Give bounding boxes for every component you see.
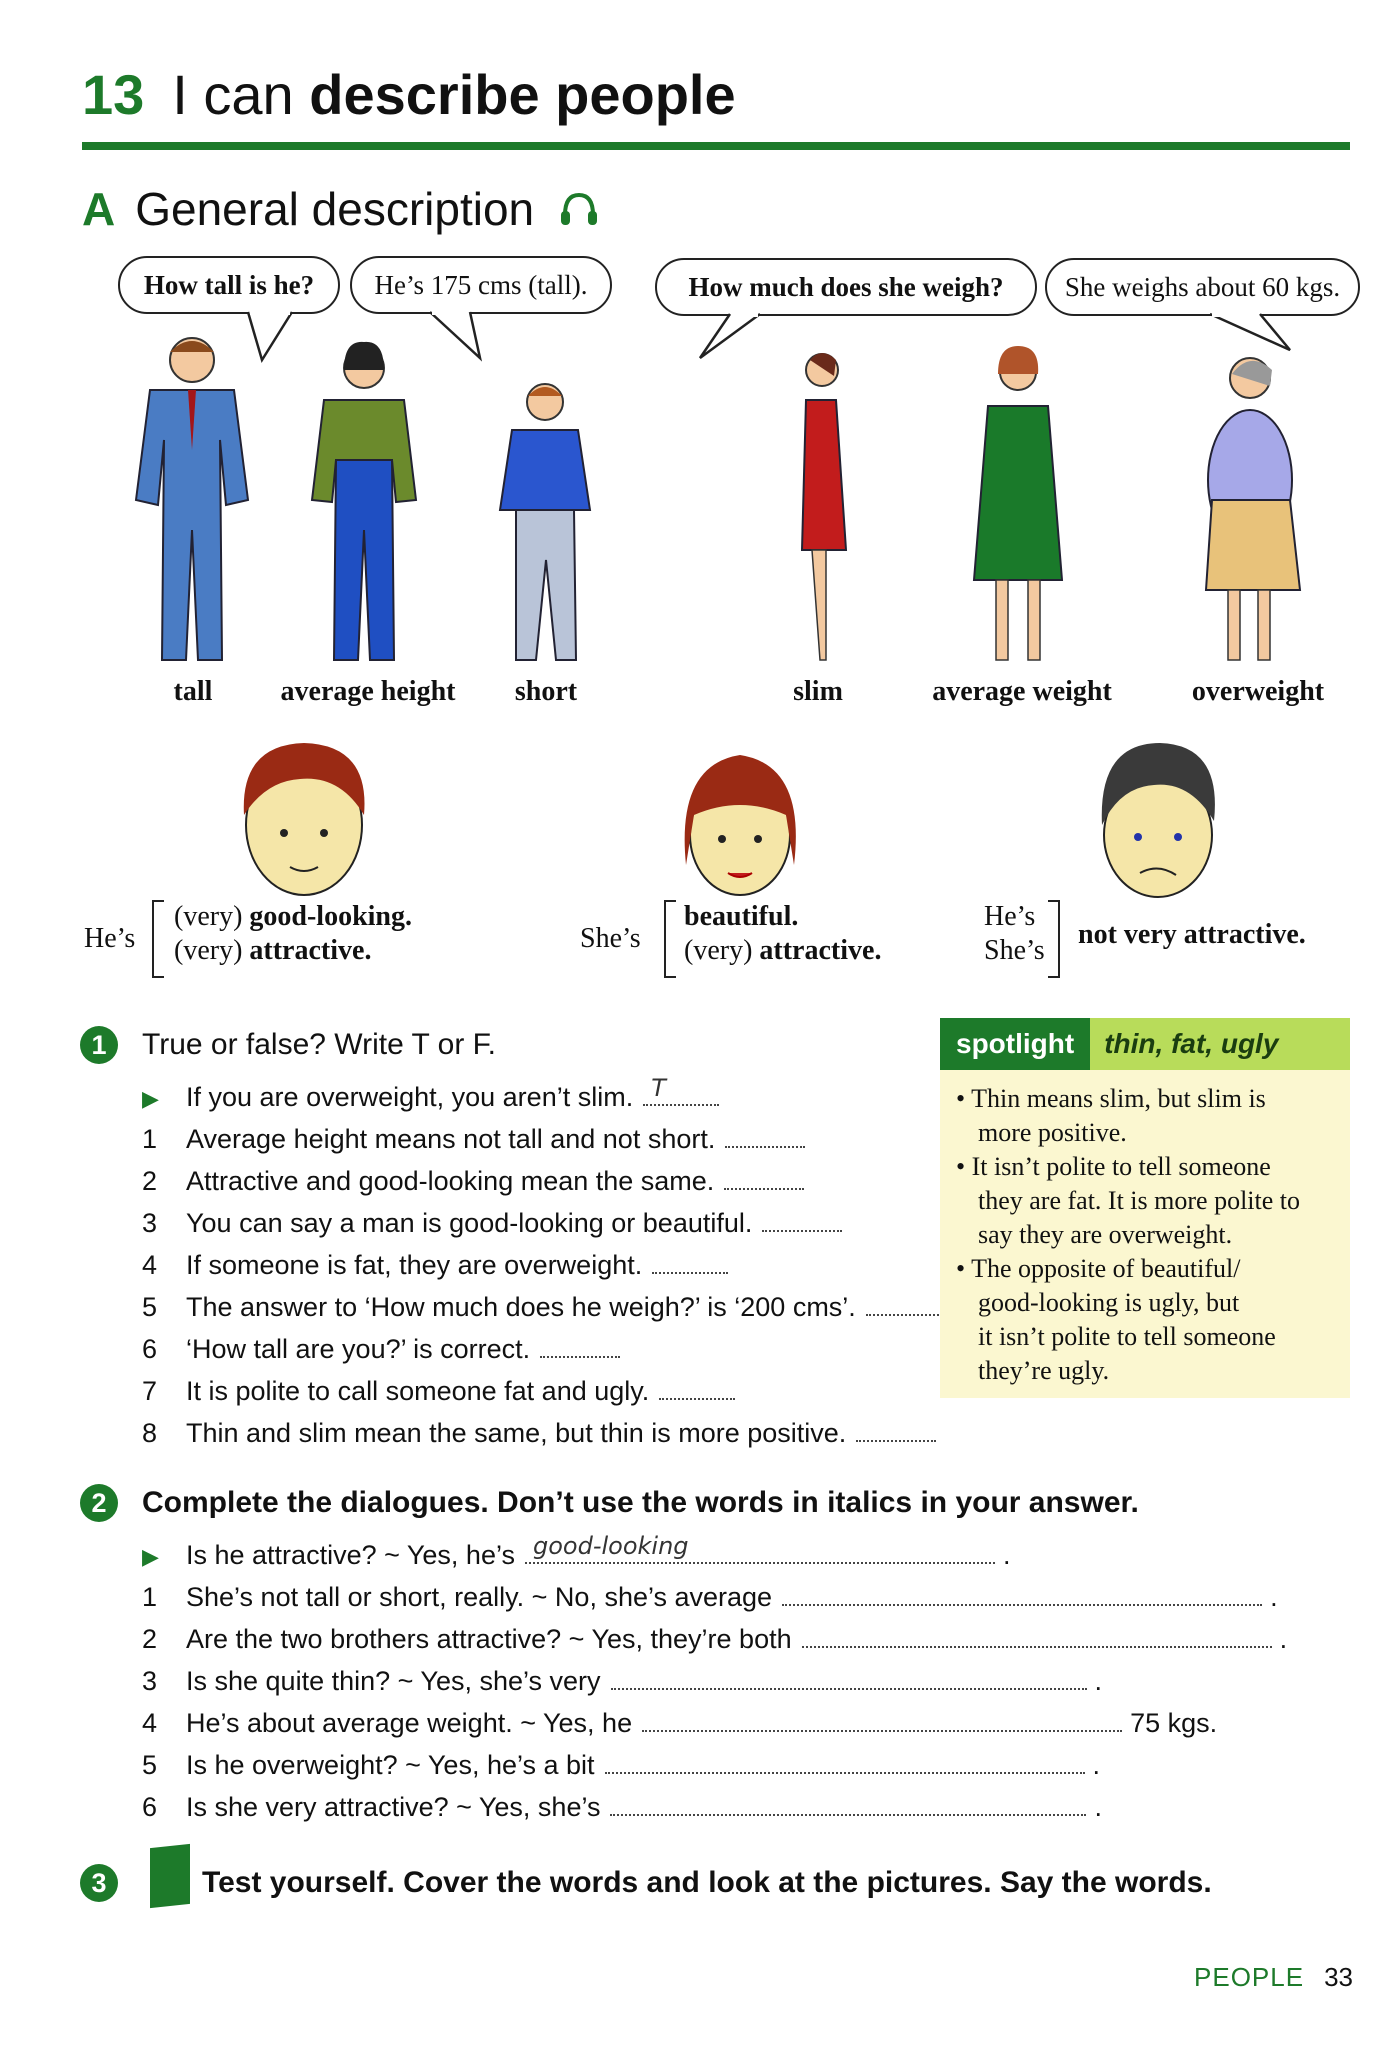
average-weight-woman-illustration [974, 346, 1062, 660]
ex2-example: ▶ Is he attractive? ~ Yes, he’s good-looking . [142, 1532, 1011, 1570]
spotlight-tag: spotlight [940, 1018, 1090, 1070]
faces-illustrations [0, 725, 1379, 905]
tall-man-illustration [136, 338, 248, 660]
bubble-how-much-weigh: How much does she weigh? [655, 258, 1037, 316]
spotlight-line: • Thin means slim, but slim is [956, 1084, 1266, 1113]
ex1-item-1: 1 Average height means not tall and not short. [142, 1124, 805, 1155]
ex1-item-2: 2 Attractive and good-looking mean the same. [142, 1166, 804, 1197]
section-letter: A [82, 183, 116, 235]
ex2-item-5: 5 Is he overweight? ~ Yes, he’s a bit . [142, 1750, 1101, 1780]
height-weight-figures [0, 330, 1379, 680]
ex1-item-8: 8 Thin and slim mean the same, but thin is more positive. [142, 1418, 936, 1449]
arrow-icon: ▶ [142, 1086, 159, 1111]
boy-text: not very attractive. [1078, 919, 1306, 950]
label-overweight: overweight [1191, 676, 1325, 707]
bubble-175-cms: He’s 175 cms (tall). [350, 256, 612, 314]
man-line1: (very) good-looking. [174, 901, 413, 932]
ex2-item-3: 3 Is she quite thin? ~ Yes, she’s very . [142, 1666, 1103, 1696]
exercise-1-number: 1 [80, 1026, 118, 1064]
arrow-icon: ▶ [142, 1544, 159, 1569]
woman-pronoun: She’s [580, 923, 641, 954]
spotlight-line: they are fat. It is more polite to [978, 1186, 1301, 1215]
footer-section: PEOPLE [1194, 1962, 1305, 1992]
short-man-illustration [500, 384, 590, 660]
beautiful-woman-face [685, 755, 796, 895]
spotlight-line: more positive. [978, 1118, 1127, 1147]
ex1-blank-2[interactable] [724, 1166, 804, 1190]
spotlight-line: they’re ugly. [978, 1356, 1110, 1385]
ex1-item-4: 4 If someone is fat, they are overweight. [142, 1250, 728, 1281]
cover-card-icon [150, 1844, 190, 1908]
ex1-blank-8[interactable] [856, 1418, 936, 1442]
ex1-example-blank[interactable]: T [643, 1082, 719, 1106]
boy-bracket [1048, 900, 1060, 978]
ex2-blank-2[interactable] [802, 1624, 1272, 1648]
good-looking-man-face [244, 743, 365, 895]
woman-line2: (very) attractive. [684, 935, 882, 966]
ex1-blank-1[interactable] [725, 1124, 805, 1148]
spotlight-line: say they are overweight. [978, 1220, 1233, 1249]
spotlight-line: • It isn’t polite to tell someone [956, 1152, 1271, 1181]
ex1-blank-6[interactable] [540, 1334, 620, 1358]
spotlight-topic: thin, fat, ugly [1090, 1018, 1350, 1070]
ex2-item-2: 2 Are the two brothers attractive? ~ Yes, they’re both . [142, 1624, 1288, 1654]
page-footer [1194, 1962, 1353, 1993]
man-pronoun: He’s [84, 923, 136, 954]
ex2-blank-5[interactable] [605, 1750, 1085, 1774]
spotlight-line: it isn’t polite to tell someone [978, 1322, 1276, 1351]
page-number: 33 [1324, 1962, 1353, 1992]
ex1-item-3: 3 You can say a man is good-looking or beautiful. [142, 1208, 842, 1239]
bubble-60-kgs: She weighs about 60 kgs. [1045, 258, 1360, 316]
boy-pronoun-she: She’s [984, 935, 1045, 966]
man-line2: (very) attractive. [174, 935, 372, 966]
ex1-blank-3[interactable] [762, 1208, 842, 1232]
ex1-example: ▶ If you are overweight, you aren’t slim. T [142, 1082, 719, 1113]
exercise-2-number: 2 [80, 1484, 118, 1522]
label-tall: tall [173, 676, 213, 707]
unit-number: 13 [82, 63, 145, 126]
spotlight-box [940, 1018, 1350, 1398]
man-bracket [152, 900, 164, 978]
average-height-man-illustration [312, 342, 416, 660]
not-attractive-boy-face [1102, 743, 1215, 897]
spotlight-header [940, 1018, 1350, 1070]
ex2-example-blank[interactable]: good-looking [525, 1540, 995, 1564]
slim-woman-illustration [802, 353, 846, 660]
label-short: short [514, 676, 578, 707]
title-plain: I can [172, 63, 294, 126]
ex2-blank-3[interactable] [611, 1666, 1087, 1690]
label-slim: slim [793, 676, 843, 707]
ex1-blank-7[interactable] [659, 1376, 735, 1400]
boy-pronoun-he: He’s [984, 901, 1036, 932]
label-average-weight: average weight [932, 676, 1112, 707]
section-title: General description [135, 183, 535, 235]
ex2-item-1: 1 She’s not tall or short, really. ~ No, she’s average . [142, 1582, 1278, 1612]
ex1-blank-5[interactable] [866, 1292, 946, 1316]
exercise-1-heading: True or false? Write T or F. [142, 1028, 497, 1061]
woman-bracket [664, 900, 676, 978]
exercise-3-number: 3 [80, 1864, 118, 1902]
ex1-blank-4[interactable] [652, 1250, 728, 1274]
ex2-item-4: 4 He’s about average weight. ~ Yes, he 75 kgs. [142, 1708, 1218, 1738]
bubble-tails [0, 0, 1379, 380]
spotlight-line: good-looking is ugly, but [978, 1288, 1240, 1317]
ex1-item-5: 5 The answer to ‘How much does he weigh?’ is ‘200 cms’. [142, 1292, 946, 1323]
ex2-blank-6[interactable] [610, 1792, 1086, 1816]
ex1-item-7: 7 It is polite to call someone fat and ugly. [142, 1376, 735, 1407]
ex2-blank-4[interactable] [642, 1708, 1122, 1732]
ex2-item-6: 6 Is she very attractive? ~ Yes, she’s . [142, 1792, 1102, 1822]
spotlight-line: • The opposite of beautiful/ [956, 1254, 1241, 1283]
woman-line1: beautiful. [684, 901, 799, 932]
ex1-item-6: 6 ‘How tall are you?’ is correct. [142, 1334, 620, 1365]
overweight-woman-illustration [1206, 358, 1300, 660]
ex2-blank-1[interactable] [782, 1582, 1262, 1606]
label-average-height: average height [280, 676, 456, 707]
exercise-2-heading: Complete the dialogues. Don’t use the words in italics in your answer. [142, 1486, 1139, 1519]
exercise-3-text: Test yourself. Cover the words and look at the pictures. Say the words. [202, 1866, 1212, 1899]
title-bold: describe people [309, 63, 736, 126]
bubble-how-tall: How tall is he? [118, 256, 340, 314]
